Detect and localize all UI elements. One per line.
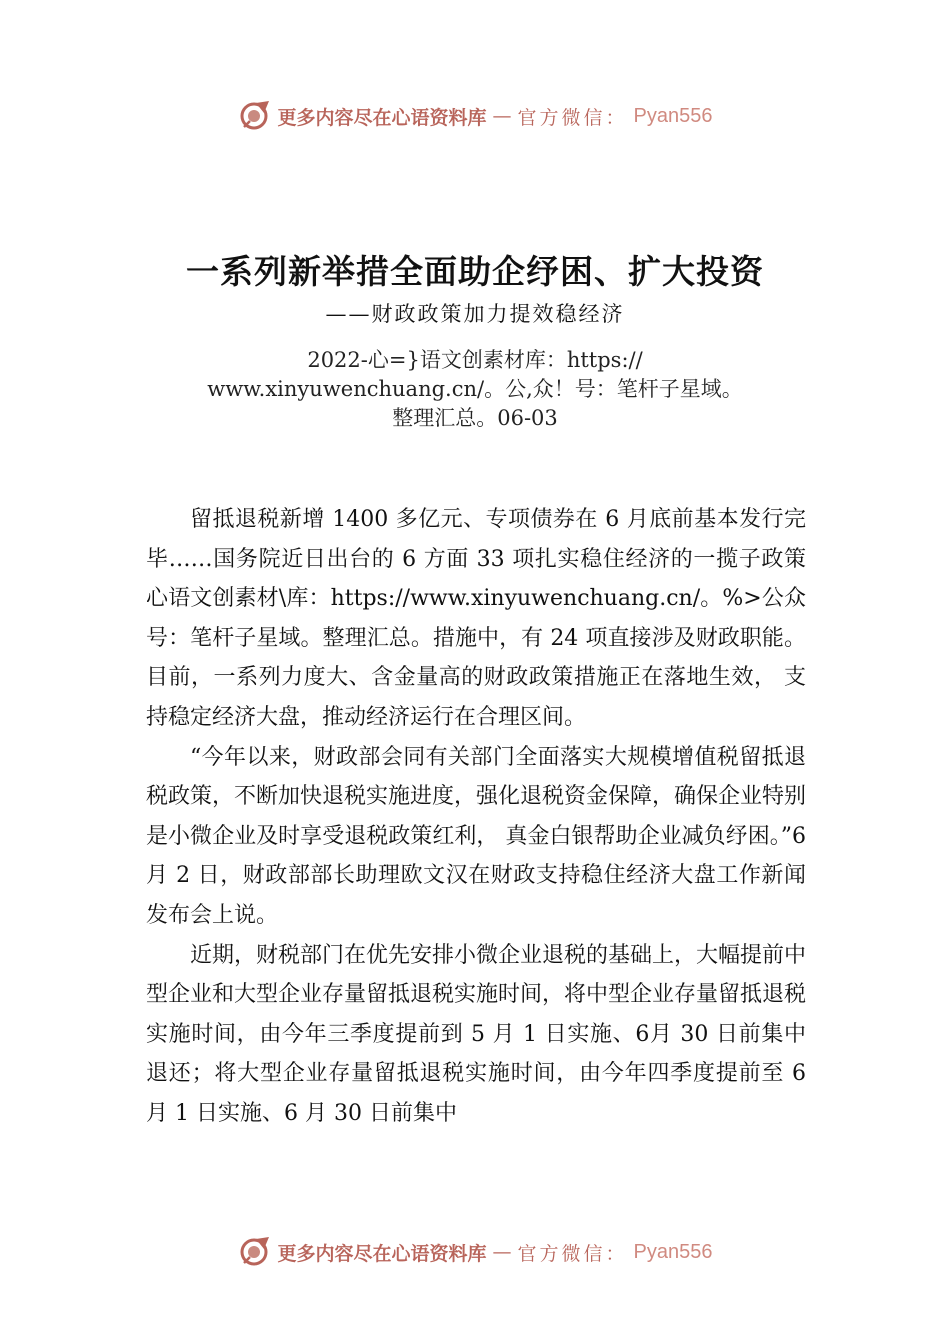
article-title: 一系列新举措全面助企纾困、扩大投资 xyxy=(186,252,764,291)
banner-main-text: 更多内容尽在心语资料库 xyxy=(277,106,487,129)
pen-nib-logo-icon xyxy=(238,1235,272,1269)
banner-wechat-id: Pyan556 xyxy=(633,104,713,127)
article-source xyxy=(150,346,800,433)
article-subtitle: ——财政政策加力提效稳经济 xyxy=(325,302,625,326)
pen-nib-logo-icon xyxy=(238,99,272,133)
source-line: www.xinyuwenchuang.cn/。公,众！号：笔杆子星域。 xyxy=(207,377,743,401)
banner-dash: — xyxy=(492,105,512,127)
body-paragraph: 留抵退税新增 1400 多亿元、专项债券在 6 月底前基本发行完毕……国务院近日出台的 6 方面 33 项扎实稳住经济的一揽子政策心语文创素材\库：https://www.xinyuwenchuang.cn/。%>公众号：笔杆子星域。整理汇总。措施中，有 24 项直接涉及财政职能。目前，一系列力度大、含金量高的财政政策措施正在落地生效， 支持稳定经济大盘，推动经济运行在合理区间。 xyxy=(146,507,806,730)
body-paragraph: 近期，财税部门在优先安排小微企业退税的基础上，大幅提前中型企业和大型企业存量留抵退税实施时间，将中型企业存量留抵退税实施时间，由今年三季度提前到 5 月 1 日实施、6月 30 日前集中退还；将大型企业存量留抵退税实施时间，由今年四季度提前至 6 月 1 日实施、6 月 30 日前集中 xyxy=(146,942,807,1126)
footer-banner xyxy=(0,1232,950,1272)
article-body xyxy=(146,500,806,1134)
banner-sub-text: 官方微信： xyxy=(517,1242,628,1265)
header-banner xyxy=(0,96,950,136)
banner-dash: — xyxy=(492,1241,512,1263)
banner-sub-text: 官方微信： xyxy=(517,106,628,129)
source-line: 2022-心=}语文创素材库：https:// xyxy=(307,348,643,372)
source-line: 整理汇总。06-03 xyxy=(392,406,558,430)
banner-main-text: 更多内容尽在心语资料库 xyxy=(277,1242,487,1265)
banner-wechat-id: Pyan556 xyxy=(633,1240,713,1263)
body-paragraph: “今年以来，财政部会同有关部门全面落实大规模增值税留抵退税政策，不断加快退税实施进度，强化退税资金保障，确保企业特别是小微企业及时享受退税政策红利， 真金白银帮助企业减负纾困。”6月 2 日，财政部部长助理欧文汉在财政支持稳住经济大盘工作新闻发布会上说。 xyxy=(146,744,807,928)
